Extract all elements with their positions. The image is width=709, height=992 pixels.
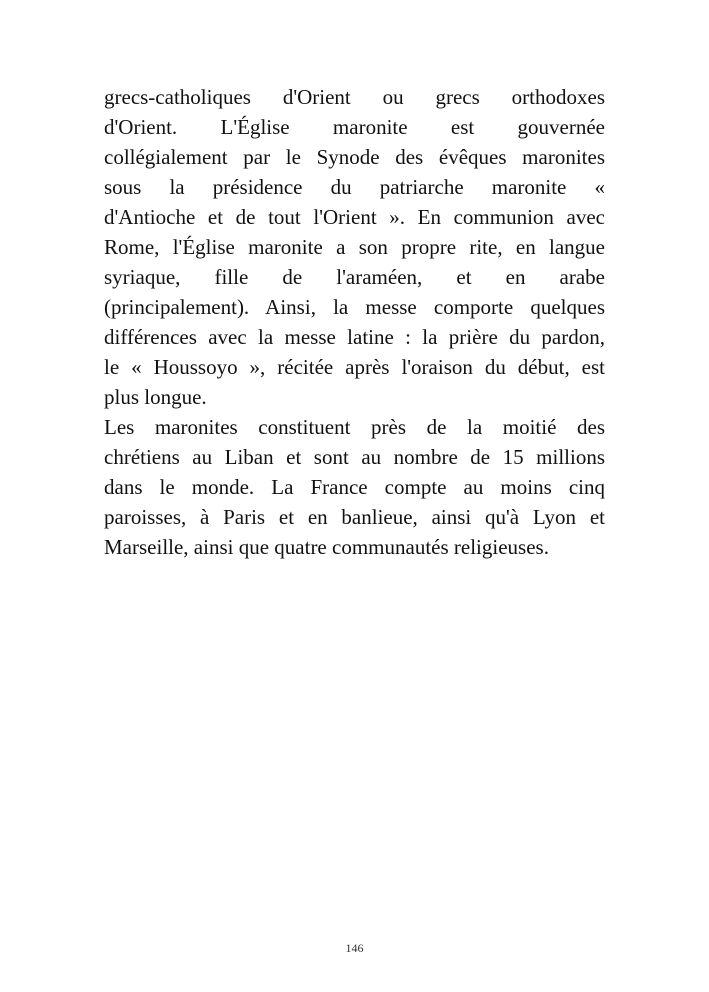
text-line: le « Houssoyo », récitée après l'oraison du début, est: [104, 355, 605, 379]
text-line: grecs-catholiques d'Orient ou grecs orthodoxes: [104, 85, 605, 109]
page-body-text: [104, 82, 605, 562]
text-line: Les maronites constituent près de la moitié des: [104, 415, 605, 439]
text-line: Marseille, ainsi que quatre communautés religieuses.: [104, 535, 549, 559]
text-line: collégialement par le Synode des évêques maronites: [104, 145, 605, 169]
page-number: 146: [345, 941, 364, 955]
text-line: plus longue.: [104, 385, 207, 409]
text-line: syriaque, fille de l'araméen, et en arabe: [104, 265, 605, 289]
text-line: dans le monde. La France compte au moins cinq: [104, 475, 605, 499]
text-line: (principalement). Ainsi, la messe comporte quelques: [104, 295, 605, 319]
text-line: sous la présidence du patriarche maronite «: [104, 175, 605, 199]
text-line: d'Orient. L'Église maronite est gouvernée: [104, 115, 605, 139]
paragraph-1: [104, 82, 605, 412]
text-line: paroisses, à Paris et en banlieue, ainsi qu'à Lyon et: [104, 505, 605, 529]
text-line: Rome, l'Église maronite a son propre rite, en langue: [104, 235, 605, 259]
text-line: d'Antioche et de tout l'Orient ». En communion avec: [104, 205, 605, 229]
paragraph-2: [104, 412, 605, 562]
text-line: chrétiens au Liban et sont au nombre de 15 millions: [104, 445, 605, 469]
text-line: différences avec la messe latine : la prière du pardon,: [104, 325, 605, 349]
